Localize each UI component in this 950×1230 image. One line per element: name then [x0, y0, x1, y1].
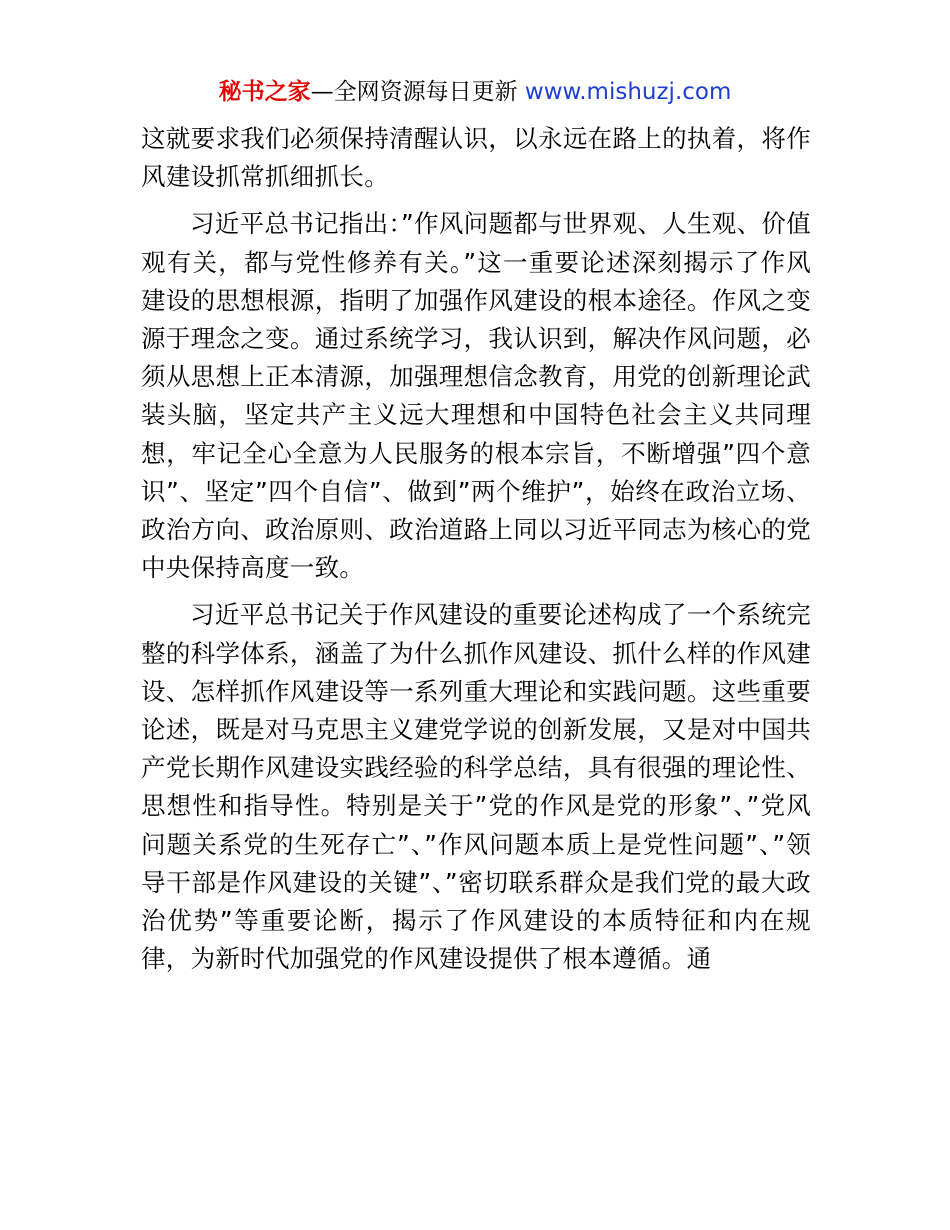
site-brand: 秘书之家	[218, 79, 311, 105]
paragraph-continuation: 这就要求我们必须保持清醒认识，以永远在路上的执着，将作风建设抓常抓细抓长。	[141, 124, 811, 192]
document-body	[141, 120, 811, 987]
site-tagline: —全网资源每日更新	[310, 79, 525, 105]
paragraph-scientific-system: 习近平总书记关于作风建设的重要论述构成了一个系统完整的科学体系，涵盖了为什么抓作风建设、抓什么样的作风建设、怎样抓作风建设等一系列重大理论和实践问题。这些重要论述，既是对马克思主义建党学说的创新发展，又是对中国共产党长期作风建设实践经验的科学总结，具有很强的理论性、思想性和指导性。特别是关于”党的作风是党的形象”、”党风问题关系党的生死存亡”、”作风问题本质上是党性问题”、”领导干部是作风建设的关键”、”密切联系群众是我们党的最大政治优势”等重要论断，揭示了作风建设的本质特征和内在规律，为新时代加强党的作风建设提供了根本遵循。通	[141, 600, 811, 974]
site-header	[0, 76, 950, 108]
paragraph-worldview: 习近平总书记指出：”作风问题都与世界观、人生观、价值观有关，都与党性修养有关。”这一重要论述深刻揭示了作风建设的思想根源，指明了加强作风建设的根本途径。作风之变源于理念之变。通过系统学习，我认识到，解决作风问题，必须从思想上正本清源，加强理想信念教育，用党的创新理论武装头脑，坚定共产主义远大理想和中国特色社会主义共同理想，牢记全心全意为人民服务的根本宗旨，不断增强”四个意识”、坚定”四个自信”、做到”两个维护”，始终在政治立场、政治方向、政治原则、政治道路上同以习近平同志为核心的党中央保持高度一致。	[141, 209, 811, 583]
site-url-link[interactable]: www.mishuzj.com	[524, 79, 732, 105]
